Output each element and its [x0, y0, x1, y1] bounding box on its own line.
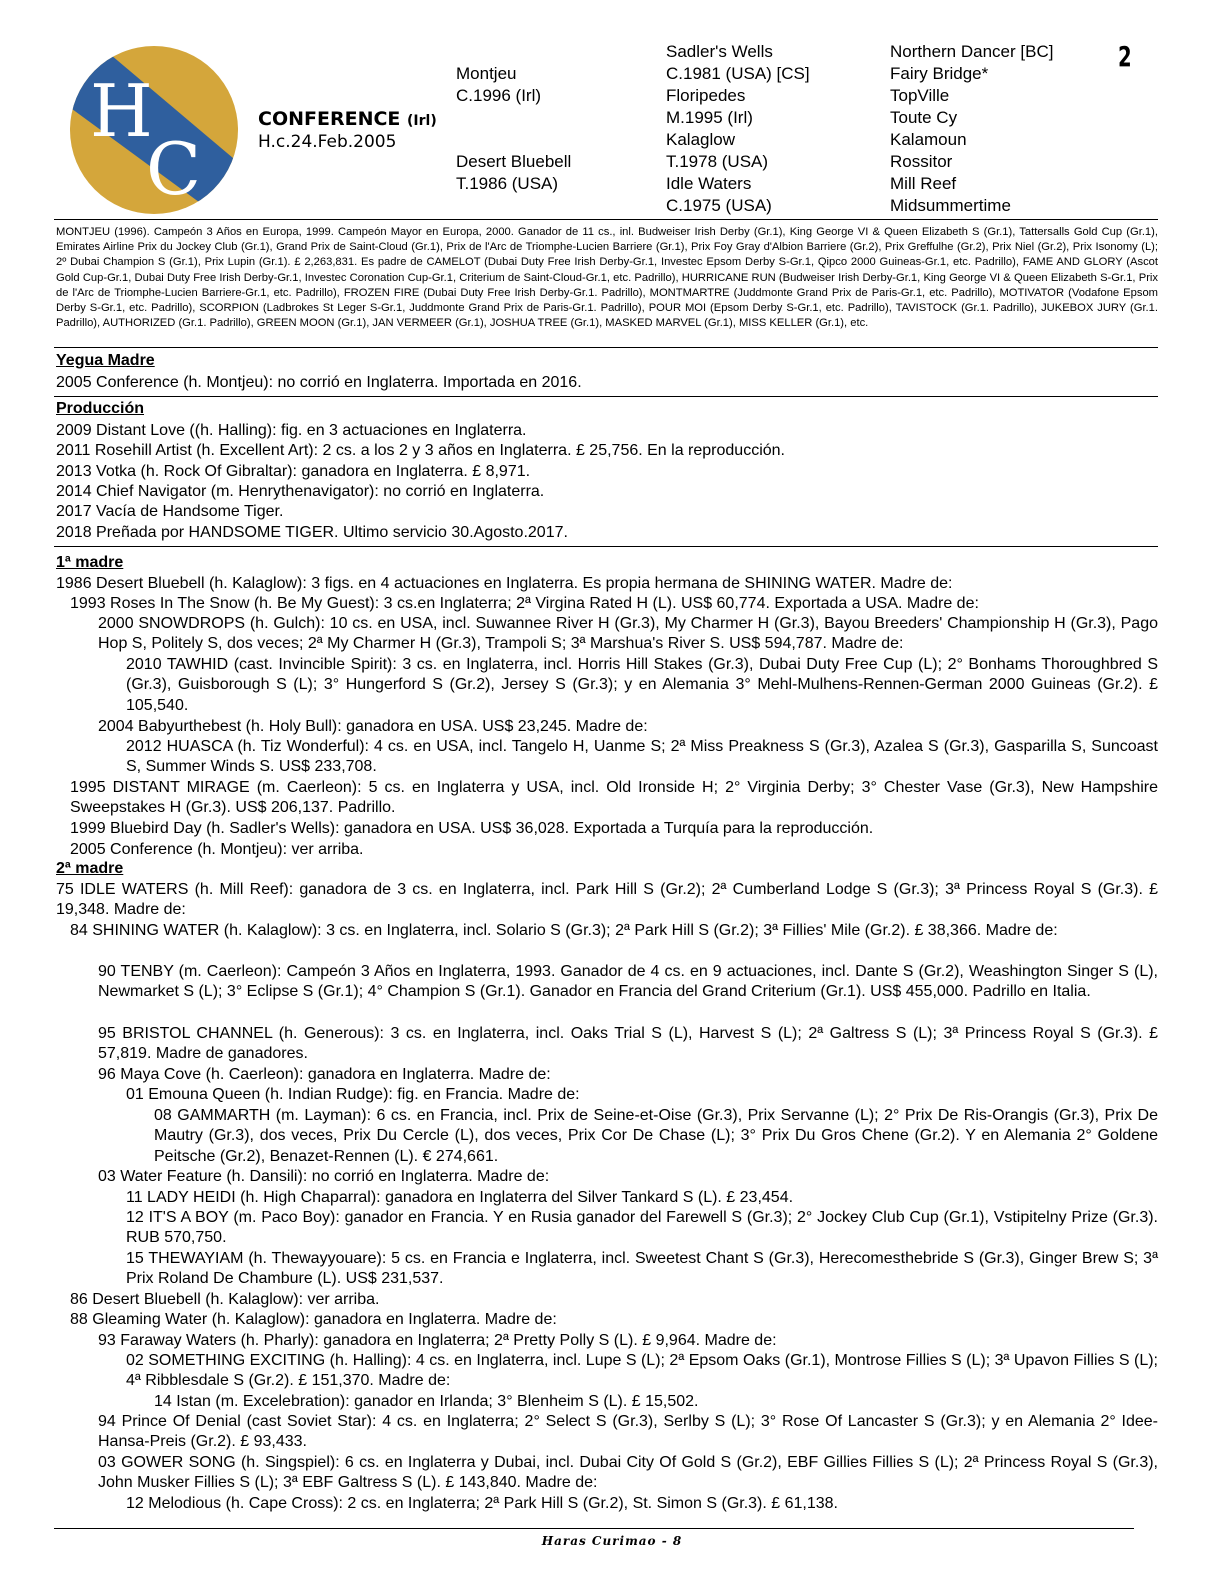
ped-sire-info: C.1996 (Irl)	[456, 86, 542, 105]
divider-top	[54, 219, 1158, 220]
haras-logo	[68, 44, 240, 216]
segunda-madre-entry: 12 Melodious (h. Cape Cross): 2 cs. en Inglaterra; 2ª Park Hill S (Gr.2), St. Simon S (Gr.3). £ 61,138.	[126, 1495, 838, 1512]
horse-origin: (Irl)	[407, 113, 437, 129]
ped-dam-sire-info: T.1978 (USA)	[666, 152, 769, 171]
ped-dam-name: Desert Bluebell	[456, 152, 572, 171]
segunda-madre-entry: 15 THEWAYIAM (h. Thewayyouare): 5 cs. en Francia e Inglaterra, incl. Sweetest Chant S (Gr.3), Herecomesthebride S (Gr.3), Ginger Brew S; 3ª Prix Roland De Chambure (L). US$ 231,537.	[126, 1250, 1158, 1288]
pedigree-sire	[456, 63, 541, 107]
primera-madre-entry: 2004 Babyurthebest (h. Holy Bull): ganadora en USA. US$ 23,245. Madre de:	[98, 718, 648, 735]
segunda-madre-entry: 08 GAMMARTH (m. Layman): 6 cs. en Francia, incl. Prix de Seine-et-Oise (Gr.3), Prix Servanne (L); 2° Prix De Ris-Orangis (Gr.3), Prix De Mautry (Gr.3), dos veces, Prix Du Cercle (L), dos veces, Prix Cor De Chase (L); 3° Prix Du Gros Chene (Gr.2). Y en Alemania 2° Goldene Peitsche (Gr.2), Benazet-Rennen (L). € 274,661.	[154, 1107, 1158, 1165]
lot-number: 2	[1118, 40, 1132, 73]
ped-g3-6: Rossitor	[890, 152, 953, 171]
primera-madre-entry: 2000 SNOWDROPS (h. Gulch): 10 cs. en USA, incl. Suwannee River H (Gr.3), My Charmer H (Gr.3), Bayou Breeders' Championship H (Gr.3), Pago Hop S, Politely S, dos veces; 2ª My Charmer H (Gr.3), Trampoli S; 3ª Marshua's River S. US$ 594,787. Madre de:	[98, 615, 1158, 653]
section-title-yegua-madre: Yegua Madre	[56, 352, 155, 369]
ped-g3-2: Fairy Bridge*	[890, 64, 989, 83]
ped-grandsire-info: C.1981 (USA) [CS]	[666, 64, 810, 83]
segunda-madre-entry: 84 SHINING WATER (h. Kalaglow): 3 cs. en Inglaterra, incl. Solario S (Gr.3); 2ª Park Hill S (Gr.2); 3ª Fillies' Mile (Gr.2). £ 38,366. Madre de:	[70, 922, 1058, 939]
produccion-line: 2018 Preñada por HANDSOME TIGER. Ultimo servicio 30.Agosto.2017.	[56, 524, 568, 541]
pedigree-col3	[890, 41, 1053, 217]
primera-madre-entry: 1986 Desert Bluebell (h. Kalaglow): 3 figs. en 4 actuaciones en Inglaterra. Es propia hermana de SHINING WATER. Madre de:	[56, 575, 953, 592]
horse-subtitle: H.c.24.Feb.2005	[258, 132, 397, 152]
segunda-madre-entry: 14 Istan (m. Excelebration): ganador en Irlanda; 3° Blenheim S (L). £ 15,502.	[154, 1393, 699, 1410]
segunda-madre-entry: 11 LADY HEIDI (h. High Chaparral): ganadora en Inglaterra del Silver Tankard S (L). £ 23,454.	[126, 1189, 794, 1206]
divider-notes	[54, 347, 1158, 348]
ped-g3-5: Kalamoun	[890, 130, 967, 149]
produccion-line: 2009 Distant Love ((h. Halling): fig. en 3 actuaciones en Inglaterra.	[56, 422, 527, 439]
segunda-madre-entry: 88 Gleaming Water (h. Kalaglow): ganadora en Inglaterra. Madre de:	[70, 1311, 557, 1328]
logo-letter-c: C	[146, 127, 202, 211]
ped-grandsire: Sadler's Wells	[666, 42, 773, 61]
divider-yegua	[54, 396, 1158, 397]
horse-name	[258, 108, 437, 130]
ped-g3-3: TopVille	[890, 86, 950, 105]
segunda-madre-entry: 03 Water Feature (h. Dansili): no corrió en Inglaterra. Madre de:	[98, 1168, 550, 1185]
segunda-madre-entry: 02 SOMETHING EXCITING (h. Halling): 4 cs. en Inglaterra, incl. Lupe S (L); 2ª Epsom Oaks (Gr.1), Montrose Fillies S (L); 3ª Upavon Fillies S (L); 4ª Ribblesdale S (Gr.2). £ 151,370. Madre de:	[126, 1352, 1158, 1390]
segunda-madre-entry: 75 IDLE WATERS (h. Mill Reef): ganadora de 3 cs. en Inglaterra, incl. Park Hill S (Gr.2); 2ª Cumberland Lodge S (Gr.3); 3ª Princess Royal S (Gr.3). £ 19,348. Madre de:	[56, 881, 1158, 919]
segunda-madre-entry: 12 IT'S A BOY (m. Paco Boy): ganador en Francia. Y en Rusia ganador del Farewell S (Gr.3); 2° Jockey Club Cup (Gr.1), Vstipitelny Prize (Gr.3). RUB 570,750.	[126, 1209, 1158, 1247]
ped-dam-dam: Idle Waters	[666, 174, 752, 193]
section-title-produccion: Producción	[56, 400, 145, 417]
yegua-madre-line: 2005 Conference (h. Montjeu): no corrió en Inglaterra. Importada en 2016.	[56, 374, 582, 391]
primera-madre-entry: 1993 Roses In The Snow (h. Be My Guest): 3 cs.en Inglaterra; 2ª Virgina Rated H (L). US$ 60,774. Exportada a USA. Madre de:	[70, 595, 979, 612]
section-title-segunda-madre: 2ª madre	[56, 860, 124, 877]
ped-g3-1: Northern Dancer [BC]	[890, 42, 1054, 61]
produccion-line: 2014 Chief Navigator (m. Henrythenavigator): no corrió en Inglaterra.	[56, 483, 545, 500]
ped-g3-8: Midsummertime	[890, 196, 1011, 215]
primera-madre-entry: 2012 HUASCA (h. Tiz Wonderful): 4 cs. en USA, incl. Tangelo H, Uanme S; 2ª Miss Preakness S (Gr.3), Azalea S (Gr.3), Gasparilla S, Suncoast S, Summer Winds S. US$ 233,708.	[126, 738, 1158, 776]
ped-dam-sire: Kalaglow	[666, 130, 735, 149]
page-footer: Haras Curimao - 8	[541, 1534, 683, 1548]
segunda-madre-entry: 90 TENBY (m. Caerleon): Campeón 3 Años en Inglaterra, 1993. Ganador de 4 cs. en 9 actuaciones, incl. Dante S (Gr.2), Weashington Singer S (L), Newmarket S (L); 3° Eclipse S (Gr.1); 4° Champion S (Gr.1). Ganador en Francia del Grand Criterium (Gr.1). US$ 455,000. Padrillo en Italia.	[98, 963, 1158, 1001]
sire-notes: MONTJEU (1996). Campeón 3 Años en Europa, 1999. Campeón Mayor en Europa, 2000. Ganador de 11 cs., inl. Budweiser Irish Derby (Gr.1), King George VI & Queen Elizabeth S (Gr.1), Tattersalls Gold Cup (Gr.1), Emirates Airline Prix du Jockey Club (Gr.1), Grand Prix de Saint-Cloud (Gr.1), Prix de l'Arc de Triomphe-Lucien Barriere (Gr.1), Prix Foy Gray d'Albion Barriere (Gr.2), Prix Greffulhe (Gr.2), Prix Niel (Gr.2), Prix Isonomy (L); 2º Dubai Champion S (Gr.1), Prix Lupin (Gr.1). £ 2,263,831. Es padre de CAMELOT (Dubai Duty Free Irish Derby-Gr.1, Investec Epsom Derby S-Gr.1, Qipco 2000 Guineas-Gr.1, etc. Padrillo), FAME AND GLORY (Ascot Gold Cup-Gr.1, Dubai Duty Free Irish Derby-Gr.1, Investec Coronation Cup-Gr.1, Criterium de Saint-Cloud-Gr.1, etc. Padrillo), HURRICANE RUN (Budweiser Irish Derby-Gr.1, King George VI & Queen Elizabeth S-Gr.1, Prix de l'Arc de Triomphe-Lucien Barriere-Gr.1, etc. Padrillo), FROZEN FIRE (Dubai Duty Free Irish Derby-Gr.1. Padrillo), MONTMARTRE (Juddmonte Grand Prix de Paris-Gr.1, etc. Padrillo), MOTIVATOR (Vodafone Epsom Derby S-Gr.1, etc. Padrillo), SCORPION (Ladbrokes St Leger S-Gr.1, Juddmonte Grand Prix de Paris-Gr.1. Padrillo), POUR MOI (Epsom Derby S-Gr.1, etc. Padrillo), TAVISTOCK (Gr.1. Padrillo), JUKEBOX JURY (Gr.1. Padrillo), AUTHORIZED (Gr.1. Padrillo), GREEN MOON (Gr.1), JAN VERMEER (Gr.1), JOSHUA TREE (Gr.1), MASKED MARVEL (Gr.1), MISS KELLER (Gr.1), etc.	[56, 226, 1158, 330]
ped-g3-7: Mill Reef	[890, 174, 957, 193]
produccion-line: 2013 Votka (h. Rock Of Gibraltar): ganadora en Inglaterra. £ 8,971.	[56, 463, 531, 480]
segunda-madre-entry: 94 Prince Of Denial (cast Soviet Star): 4 cs. en Inglaterra; 2° Select S (Gr.3), Serlby S (L); 3° Rose Of Lancaster S (Gr.3); y en Alemania 2° Idee-Hansa-Preis (Gr.2). £ 93,433.	[98, 1413, 1158, 1451]
horse-name-text: CONFERENCE	[258, 108, 401, 130]
ped-granddam: Floripedes	[666, 86, 746, 105]
segunda-madre-entry: 01 Emouna Queen (h. Indian Rudge): fig. en Francia. Madre de:	[126, 1086, 580, 1103]
produccion-line: 2017 Vacía de Handsome Tiger.	[56, 503, 284, 520]
segunda-madre-entry: 93 Faraway Waters (h. Pharly): ganadora en Inglaterra; 2ª Pretty Polly S (L). £ 9,964. Madre de:	[98, 1332, 777, 1349]
divider-produccion	[54, 546, 1158, 547]
produccion-line: 2011 Rosehill Artist (h. Excellent Art): 2 cs. a los 2 y 3 años en Inglaterra. £ 25,756. En la reproducción.	[56, 442, 785, 459]
ped-dam-info: T.1986 (USA)	[456, 174, 559, 193]
ped-dam-dam-info: C.1975 (USA)	[666, 196, 772, 215]
ped-granddam-info: M.1995 (Irl)	[666, 108, 753, 127]
ped-g3-4: Toute Cy	[890, 108, 958, 127]
segunda-madre-entry: 95 BRISTOL CHANNEL (h. Generous): 3 cs. en Inglaterra, incl. Oaks Trial S (L), Harvest S (L); 2ª Galtress S (L); 3ª Princess Royal S (Gr.3). £ 57,819. Madre de ganadores.	[98, 1025, 1158, 1063]
pedigree-dam	[456, 151, 571, 195]
primera-madre-entry: 2010 TAWHID (cast. Invincible Spirit): 3 cs. en Inglaterra, incl. Horris Hill Stakes (Gr.3), Dubai Duty Free Cup (L); 2° Bonhams Thoroughbred S (Gr.3), Guisborough S (L); 3° Hungerford S (Gr.2), Jersey S (Gr.3); y en Alemania 3° Mehl-Mulhens-Rennen-German 2000 Guineas (Gr.2). £ 105,540.	[126, 656, 1158, 714]
segunda-madre-entry: 86 Desert Bluebell (h. Kalaglow): ver arriba.	[70, 1291, 380, 1308]
ped-sire-name: Montjeu	[456, 64, 517, 83]
primera-madre-entry: 1995 DISTANT MIRAGE (m. Caerleon): 5 cs. en Inglaterra y USA, incl. Old Ironside H; 2° Virginia Derby; 3° Chester Vase (Gr.3), New Hampshire Sweepstakes H (Gr.3). US$ 206,137. Padrillo.	[70, 779, 1158, 817]
logo-letter-h: H	[90, 69, 153, 153]
section-title-primera-madre: 1ª madre	[56, 554, 124, 571]
segunda-madre-entry: 96 Maya Cove (h. Caerleon): ganadora en Inglaterra. Madre de:	[98, 1066, 551, 1083]
pedigree-col2	[666, 41, 810, 217]
primera-madre-entry: 1999 Bluebird Day (h. Sadler's Wells): ganadora en USA. US$ 36,028. Exportada a Turquía para la reproducción.	[70, 820, 874, 837]
segunda-madre-entry: 03 GOWER SONG (h. Singspiel): 6 cs. en Inglaterra y Dubai, incl. Dubai City Of Gold S (Gr.2), EBF Gillies Fillies S (L); 2ª Princess Royal S (Gr.3), John Musker Fillies S (L); 3ª EBF Galtress S (L). £ 143,840. Madre de:	[98, 1454, 1158, 1492]
primera-madre-entry: 2005 Conference (h. Montjeu): ver arriba.	[70, 841, 364, 858]
footer-rule	[54, 1528, 1134, 1529]
